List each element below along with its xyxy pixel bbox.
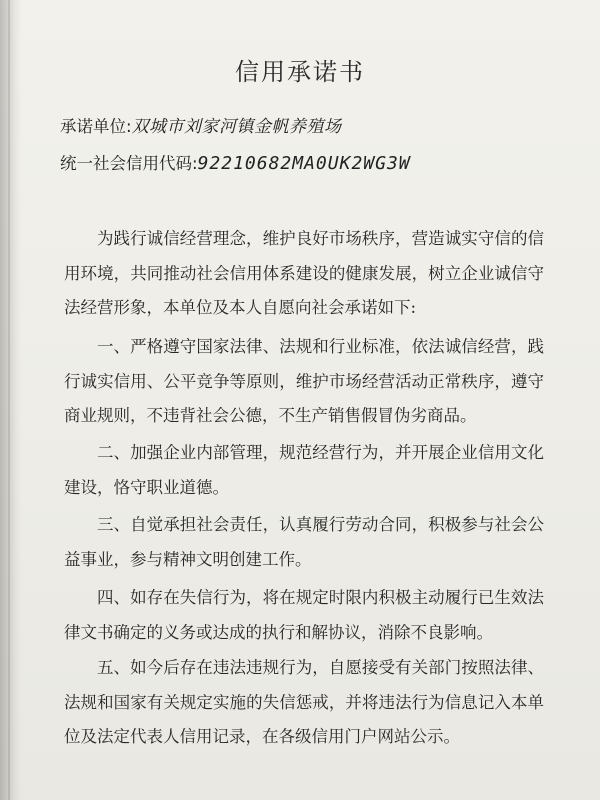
intro-paragraph: 为践行诚信经营理念，维护良好市场秩序，营造诚实守信的信用环境，共同推动社会信用体系建设的健康发展，树立企业诚信守法经营形象，本单位及本人自愿向社会承诺如下: xyxy=(64,229,544,317)
commitment-item-2: 二、加强企业内部管理，规范经营行为，并开展企业信用文化建设，恪守职业道德。 xyxy=(64,443,544,497)
page-edge-line xyxy=(8,0,10,800)
unit-line xyxy=(60,112,342,137)
unit-value-handwritten: 双城市刘家河镇金帆养殖场 xyxy=(131,117,342,137)
code-line xyxy=(60,150,411,174)
document-title: 信用承诺书 xyxy=(235,58,365,86)
credit-code-label: 统一社会信用代码: xyxy=(60,154,198,173)
credit-code-value-handwritten: 92210682MA0UK2WG3W xyxy=(197,153,411,174)
commitment-item-3: 三、自觉承担社会责任，认真履行劳动合同，积极参与社会公益事业，参与精神文明创建工作。 xyxy=(64,515,544,569)
commitment-item-4: 四、如存在失信行为，将在规定时限内积极主动履行已生效法律文书确定的义务或达成的执行和解协议，消除不良影响。 xyxy=(64,588,544,642)
unit-label: 承诺单位: xyxy=(60,117,132,136)
page-fold-shadow xyxy=(0,0,22,800)
commitment-item-5: 五、如今后存在违法违规行为，自愿接受有关部门按照法律、法规和国家有关规定实施的失信惩戒，并将违法行为信息记入本单位及法定代表人信用记录，在各级信用门户网站公示。 xyxy=(64,658,544,746)
commitment-item-1: 一、严格遵守国家法律、法规和行业标准，依法诚信经营，践行诚实信用、公平竞争等原则，维护市场经营活动正常秩序，遵守商业规则，不违背社会公德，不生产销售假冒伪劣商品。 xyxy=(64,337,544,425)
